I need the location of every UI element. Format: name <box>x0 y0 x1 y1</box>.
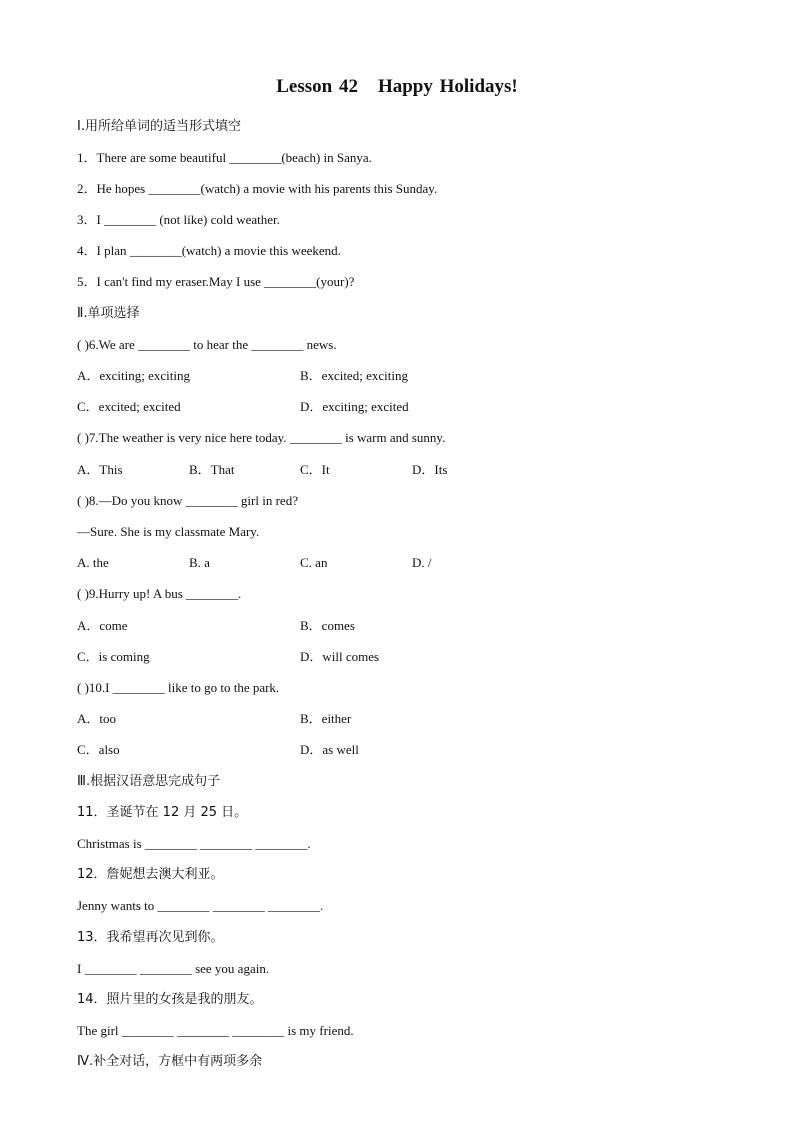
question-8-stem: ( )8.—Do you know ________ girl in red? <box>77 493 298 508</box>
question-10-option-b: B．either <box>300 711 352 726</box>
lesson-number: Lesson 42 <box>276 76 358 97</box>
question-8-option-a: A. the <box>77 555 109 570</box>
question-10-option-a: A．too <box>77 711 117 726</box>
question-13-chinese: 13．我希望再次见到你。 <box>77 930 224 945</box>
question-5: 5．I can't find my eraser.May I use ________(your)? <box>77 274 355 289</box>
question-7-option-c: C．It <box>300 462 330 477</box>
question-13-english: I ________ ________ see you again. <box>77 961 270 976</box>
question-8-option-b: B. a <box>189 555 210 570</box>
question-8-option-d: D. / <box>412 555 432 570</box>
section-4-heading: Ⅳ.补全对话，方框中有两项多余 <box>77 1054 263 1069</box>
question-1: 1．There are some beautiful ________(beach) in Sanya. <box>77 150 372 165</box>
question-6-option-b: B．excited; exciting <box>300 368 408 383</box>
question-7-option-b: B．That <box>189 462 235 477</box>
question-8-reply: —Sure. She is my classmate Mary. <box>77 524 260 539</box>
lesson-name: Happy Holidays! <box>377 76 518 97</box>
question-14-chinese: 14．照片里的女孩是我的朋友。 <box>77 992 263 1007</box>
question-10-option-c: C．also <box>77 742 120 757</box>
question-9-option-d: D．will comes <box>300 649 380 664</box>
section-1-heading: Ⅰ.用所给单词的适当形式填空 <box>77 119 241 134</box>
question-9-option-b: B．comes <box>300 618 355 633</box>
question-4: 4．I plan ________(watch) a movie this weekend. <box>77 243 341 258</box>
question-6-stem: ( )6.We are ________ to hear the ________ news. <box>77 337 337 352</box>
question-11-english: Christmas is ________ ________ ________. <box>77 836 311 851</box>
question-6-option-d: D．exciting; excited <box>300 399 409 414</box>
question-12-chinese: 12．詹妮想去澳大利亚。 <box>77 867 224 882</box>
question-8-option-c: C. an <box>300 555 328 570</box>
question-9-option-a: A．come <box>77 618 128 633</box>
question-2: 2．He hopes ________(watch) a movie with his parents this Sunday. <box>77 181 438 196</box>
question-3: 3．I ________ (not like) cold weather. <box>77 212 280 227</box>
question-7-option-a: A．This <box>77 462 123 477</box>
question-14-english: The girl ________ ________ ________ is my friend. <box>77 1023 354 1038</box>
page-title <box>0 76 794 98</box>
question-6-option-c: C．excited; excited <box>77 399 181 414</box>
section-3-heading: Ⅲ.根据汉语意思完成句子 <box>77 774 221 789</box>
question-7-option-d: D．Its <box>412 462 448 477</box>
question-11-chinese: 11．圣诞节在 12 月 25 日。 <box>77 805 248 820</box>
question-10-option-d: D．as well <box>300 742 359 757</box>
question-7-stem: ( )7.The weather is very nice here today. ________ is warm and sunny. <box>77 430 446 445</box>
question-9-stem: ( )9.Hurry up! A bus ________. <box>77 586 242 601</box>
question-9-option-c: C．is coming <box>77 649 150 664</box>
section-2-heading: Ⅱ.单项选择 <box>77 306 140 321</box>
question-12-english: Jenny wants to ________ ________ ________. <box>77 898 324 913</box>
question-10-stem: ( )10.I ________ like to go to the park. <box>77 680 280 695</box>
question-6-option-a: A．exciting; exciting <box>77 368 191 383</box>
